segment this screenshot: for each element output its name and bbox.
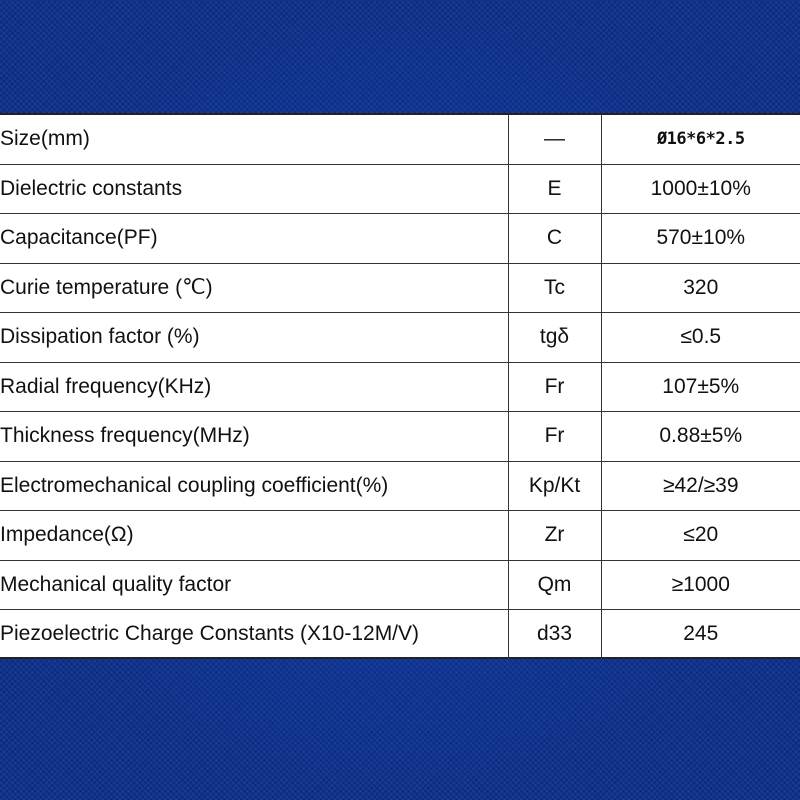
table-row — [0, 164, 800, 214]
table-row — [0, 362, 800, 412]
parameter-name: Impedance(Ω) — [0, 511, 508, 561]
table-row — [0, 214, 800, 264]
parameter-name: Electromechanical coupling coefficient(%) — [0, 461, 508, 511]
table-row — [0, 560, 800, 610]
parameter-value: 245 — [683, 622, 719, 646]
table-row — [0, 263, 800, 313]
table-row — [0, 313, 800, 363]
parameter-name: Thickness frequency(MHz) — [0, 412, 508, 462]
parameter-name: Capacitance(PF) — [0, 214, 508, 264]
parameter-symbol: Zr — [508, 511, 601, 561]
table-row — [0, 412, 800, 462]
parameter-name: Dielectric constants — [0, 164, 508, 214]
table-row — [0, 511, 800, 561]
parameter-value: ≥1000 — [601, 560, 800, 610]
parameter-symbol: — — [508, 115, 601, 164]
parameter-symbol: Qm — [508, 560, 601, 610]
parameter-value: Ø16*6*2.5 — [601, 115, 800, 164]
parameter-value: ≥42/≥39 — [601, 461, 800, 511]
parameter-name: Curie temperature (℃) — [0, 263, 508, 313]
table-row — [0, 461, 800, 511]
parameter-value: 320 — [601, 263, 800, 313]
parameter-value: ≤0.5 — [601, 313, 800, 363]
parameter-value: 107±5% — [601, 362, 800, 412]
parameter-value: 0.88±5% — [601, 412, 800, 462]
parameter-name: Size(mm) — [0, 115, 508, 164]
parameter-value: 570±10% — [601, 214, 800, 264]
parameter-symbol: tgδ — [508, 313, 601, 363]
parameter-symbol: d33 — [508, 610, 601, 659]
parameter-name: Piezoelectric Charge Constants (X10-12M/V) — [0, 610, 508, 659]
parameter-symbol: Fr — [508, 362, 601, 412]
table-row — [0, 610, 800, 659]
parameter-value: 1000±10% — [601, 164, 800, 214]
table-row — [0, 115, 800, 164]
parameter-name: Radial frequency(KHz) — [0, 362, 508, 412]
spec-table-panel — [0, 113, 800, 659]
parameter-name: Mechanical quality factor — [0, 560, 508, 610]
parameter-symbol: Kp/Kt — [508, 461, 601, 511]
parameter-symbol: E — [508, 164, 601, 214]
spec-table — [0, 115, 800, 659]
parameter-symbol: Fr — [508, 412, 601, 462]
parameter-value: ≤20 — [601, 511, 800, 561]
parameter-symbol: Tc — [508, 263, 601, 313]
parameter-name: Dissipation factor (%) — [0, 313, 508, 363]
parameter-symbol: C — [508, 214, 601, 264]
